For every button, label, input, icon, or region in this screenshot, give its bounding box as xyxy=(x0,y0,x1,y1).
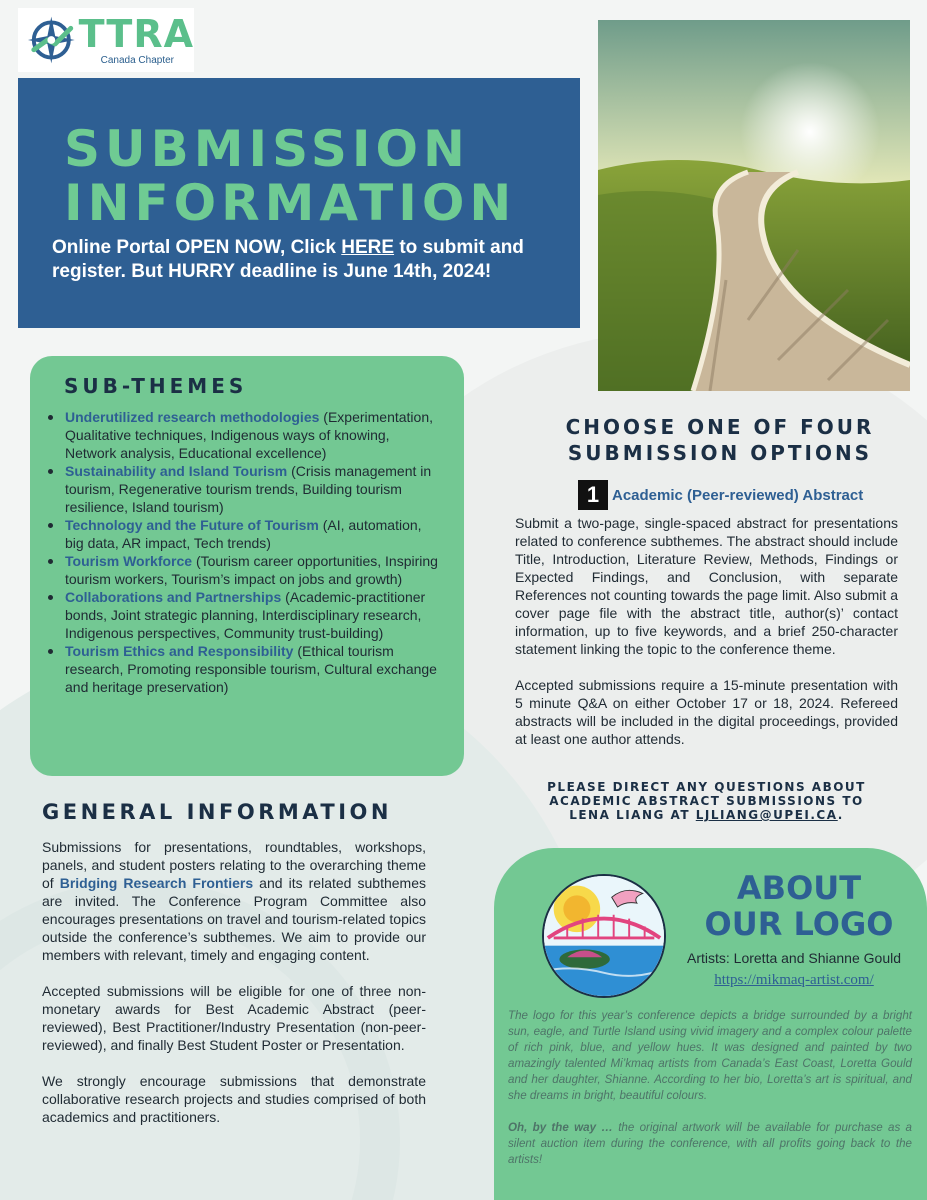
subtheme-item xyxy=(64,588,444,642)
title-line: SUBMISSION xyxy=(64,120,470,178)
artists-credit: Artists: Loretta and Shianne Gould xyxy=(686,950,902,966)
general-text: and its related subthemes are invited. The Conference Program Committee also encourages presentations on travel and tourism-related topics outside the conference’s subthemes. We aim to provide our members with relevant, timely and engaging content. xyxy=(42,875,426,963)
option-label: Academic (Peer-reviewed) Abstract xyxy=(612,486,864,504)
option-paragraph: Accepted submissions require a 15-minute presentation with 5 minute Q&A on either October 17 or 18, 2024. Refereed abstracts will be included in the digital proceedings, provided at least one author attends. xyxy=(515,677,898,747)
portal-text: to submit and register. But HURRY deadline is June 14th, 2024! xyxy=(52,237,524,282)
boardwalk-photo xyxy=(598,20,910,391)
header-band xyxy=(18,78,580,328)
subthemes-title: SUB-THEMES xyxy=(64,374,248,398)
contact-line xyxy=(515,808,898,822)
subtheme-desc: (Experimentation, Qualitative techniques, Indigenous ways of knowing, Network analysis, Educational excellence) xyxy=(65,409,433,461)
subtheme-item xyxy=(64,642,444,696)
subthemes-panel xyxy=(30,356,464,776)
logo-title: TTRA xyxy=(78,11,194,56)
subtheme-name: Underutilized research methodologies xyxy=(65,409,320,425)
about-logo-body xyxy=(508,1008,912,1168)
options-heading-line: CHOOSE ONE OF FOUR xyxy=(565,415,875,439)
subthemes-list xyxy=(64,408,444,696)
subtheme-name: Tourism Workforce xyxy=(65,553,193,569)
option-number-badge: 1 xyxy=(578,480,608,510)
subtheme-name: Technology and the Future of Tourism xyxy=(65,517,319,533)
portal-notice xyxy=(52,236,572,284)
subtheme-name: Tourism Ethics and Responsibility xyxy=(65,643,294,659)
subtheme-desc: (Ethical tourism research, Promoting responsible tourism, Cultural exchange and heritage preservation) xyxy=(65,643,437,695)
about-text: the original artwork will be available for purchase as a silent auction item during the conference, with all profits going back to the artists! xyxy=(508,1121,912,1166)
about-paragraph xyxy=(508,1120,912,1168)
subtheme-desc: (AI, automation, big data, AR impact, Tech trends) xyxy=(65,517,422,551)
subtheme-item xyxy=(64,462,444,516)
title-line: INFORMATION xyxy=(64,174,517,232)
subtheme-name: Collaborations and Partnerships xyxy=(65,589,282,605)
about-emphasis: Oh, by the way … xyxy=(508,1121,613,1134)
portal-text: Online Portal OPEN NOW, Click xyxy=(52,237,342,258)
about-logo-panel xyxy=(494,848,927,1200)
contact-notice xyxy=(515,780,898,822)
general-paragraph: We strongly encourage submissions that demonstrate collaborative research projects and studies comprised of both academics and practitioners. xyxy=(42,1073,426,1125)
general-info-title: GENERAL INFORMATION xyxy=(42,800,392,824)
options-heading-line: SUBMISSION OPTIONS xyxy=(567,441,873,465)
about-title-line: ABOUT xyxy=(736,869,862,907)
contact-line: PLEASE DIRECT ANY QUESTIONS ABOUT xyxy=(547,780,866,794)
options-heading xyxy=(520,414,920,466)
general-paragraph xyxy=(42,838,426,964)
conference-logo-artwork xyxy=(542,874,666,998)
general-info-body xyxy=(42,838,426,1126)
subtheme-item xyxy=(64,516,444,552)
contact-prefix: LENA LIANG AT xyxy=(569,808,696,822)
about-title-line: OUR LOGO xyxy=(704,905,894,943)
artist-website-link[interactable]: https://mikmaq-artist.com/ xyxy=(714,972,874,988)
general-paragraph: Accepted submissions will be eligible for one of three non-monetary awards for Best Academic Abstract (peer-reviewed), Best Practitioner/Industry Presentation (non-peer-reviewed), and finally Best Student Poster or Presentation. xyxy=(42,983,426,1053)
subtheme-desc: (Tourism career opportunities, Inspiring tourism workers, Tourism’s impact on jobs and growth) xyxy=(65,553,438,587)
compass-logo-icon xyxy=(26,14,77,66)
about-logo-title xyxy=(694,870,904,942)
contact-suffix: . xyxy=(837,808,844,822)
contact-email-link[interactable]: LJLIANG@UPEI.CA xyxy=(695,808,838,822)
logo-subtitle: Canada Chapter xyxy=(100,54,174,66)
option-header xyxy=(578,480,863,510)
subtheme-item xyxy=(64,552,444,588)
about-paragraph: The logo for this year’s conference depicts a bridge surrounded by a bright sun, eagle, and Turtle Island using vivid imagery and a complex colour palette of rich pink, blue, and yellow hues. It was designed and painted by two amazingly talented Mi’kmaq artists from Canada’s East Coast, Loretta Gould and her daughter, Shianne. According to her bio, Loretta’s art is spiritual, and she dreams in bright, beautiful colours. xyxy=(508,1009,912,1102)
ttra-logo[interactable] xyxy=(18,8,194,72)
page-title xyxy=(64,122,560,230)
subtheme-name: Sustainability and Island Tourism xyxy=(65,463,288,479)
contact-line: ACADEMIC ABSTRACT SUBMISSIONS TO xyxy=(549,794,864,808)
general-text: Submissions for presentations, roundtables, workshops, panels, and student posters relating to the overarching theme of xyxy=(42,839,426,891)
option-paragraph: Submit a two-page, single-spaced abstract for presentations related to conference subthemes. The abstract should include Title, Introduction, Literature Review, Methods, Findings or Expected Findings, and Conclusion, with separate References not counting towards the page limit. Also submit a cover page file with the abstract title, author(s)’ contact information, up to five keywords, and a brief 250-character statement linking the topic to the conference theme. xyxy=(515,515,898,657)
conference-theme: Bridging Research Frontiers xyxy=(59,875,254,891)
subtheme-item xyxy=(64,408,444,462)
subtheme-desc: (Academic-practitioner bonds, Joint strategic planning, Interdisciplinary research, Indigenous perspectives, Community trust-building) xyxy=(65,589,426,641)
portal-here-link[interactable]: HERE xyxy=(341,237,395,258)
option-description xyxy=(515,514,898,748)
subtheme-desc: (Crisis management in tourism, Regenerative tourism trends, Building tourism resilience, Island tourism) xyxy=(65,463,432,515)
